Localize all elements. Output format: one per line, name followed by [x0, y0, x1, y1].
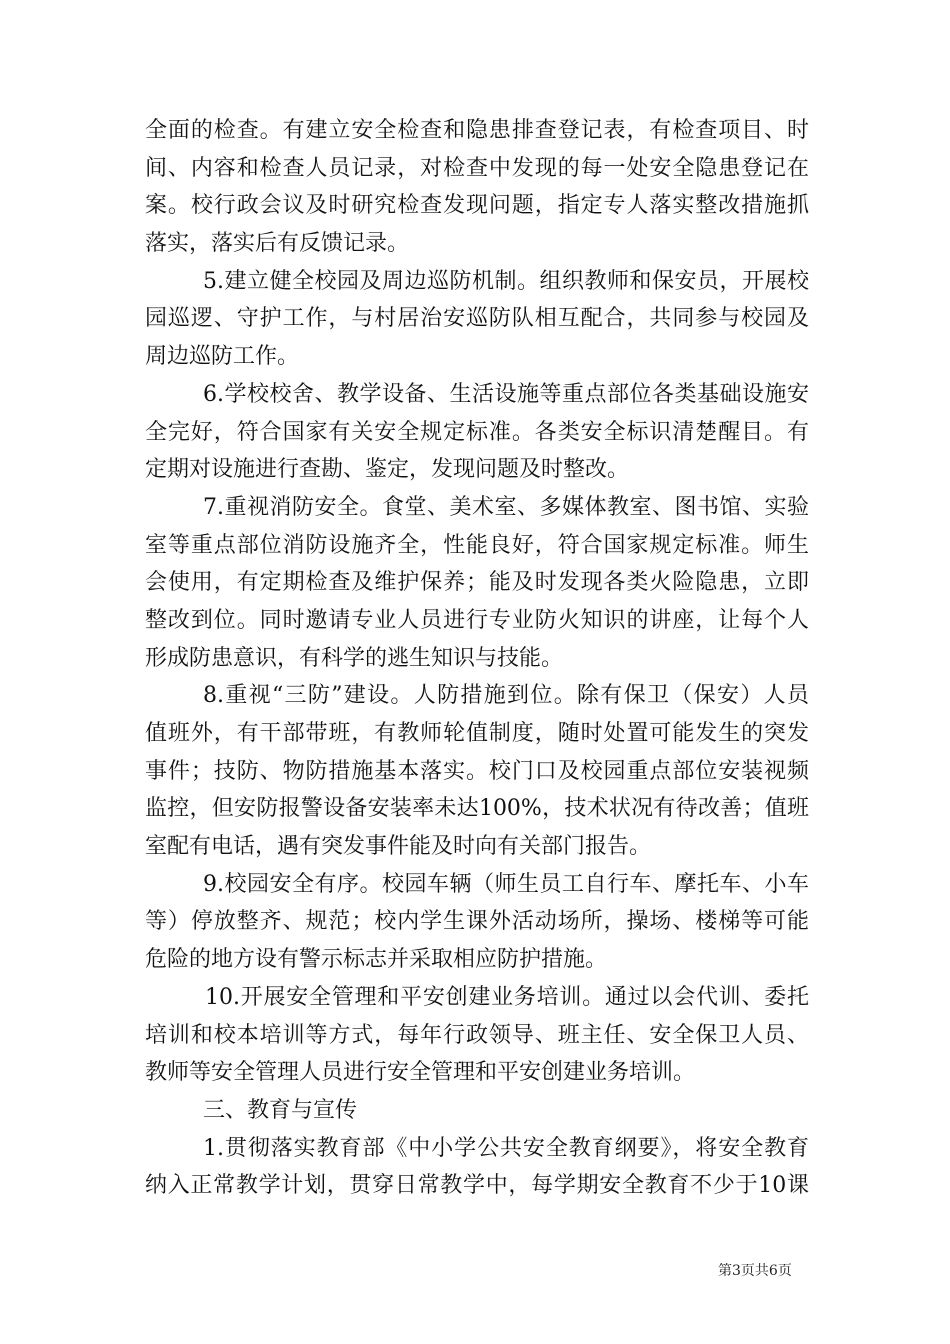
- text-line: 室等重点部位消防设施齐全，性能良好，符合国家规定标准。师生: [145, 532, 809, 558]
- text-line: 会使用，有定期检查及维护保养；能及时发现各类火险隐患，立即: [145, 570, 809, 596]
- paragraph: [145, 263, 809, 376]
- text-line: 等）停放整齐、规范；校内学生课外活动场所，操场、楼梯等可能: [145, 909, 809, 935]
- text-line: 全面的检查。有建立安全检查和隐患排查登记表，有检查项目、时: [145, 118, 809, 143]
- text-line: 值班外，有干部带班，有教师轮值制度，随时处置可能发生的突发: [145, 721, 809, 746]
- paragraph: [145, 979, 809, 1092]
- text-line: 6.学校校舍、教学设备、生活设施等重点部位各类基础设施安: [203, 381, 809, 407]
- text-line: 间、内容和检查人员记录，对检查中发现的每一处安全隐患登记在: [145, 155, 809, 181]
- text-line: 危险的地方设有警示标志并采取相应防护措施。: [145, 947, 608, 973]
- paragraph: [145, 112, 809, 263]
- text-line: 全完好，符合国家有关安全规定标准。各类安全标识清楚醒目。有: [145, 419, 809, 445]
- text-line: 5.建立健全校园及周边巡防机制。组织教师和保安员，开展校: [203, 268, 809, 294]
- text-line: 8.重视“三防”建设。人防措施到位。除有保卫（保安）人员: [203, 683, 809, 709]
- text-line: 教师等安全管理人员进行安全管理和平安创建业务培训。: [145, 1060, 696, 1086]
- text-line: 整改到位。同时邀请专业人员进行专业防火知识的讲座，让每个人: [145, 607, 809, 633]
- text-line: 监控，但安防报警设备安装率未达100%，技术状况有待改善；值班: [145, 796, 809, 822]
- text-line: 9.校园安全有序。校园车辆（师生员工自行车、摩托车、小车: [203, 871, 809, 897]
- text-line: 室配有电话，遇有突发事件能及时向有关部门报告。: [145, 834, 652, 860]
- text-line: 定期对设施进行查勘、鉴定，发现问题及时整改。: [145, 457, 630, 483]
- paragraph: [145, 376, 809, 489]
- text-line: 落实，落实后有反馈记录。: [145, 231, 410, 257]
- text-line: 7.重视消防安全。食堂、美术室、多媒体教室、图书馆、实验: [203, 494, 809, 520]
- text-line: 1.贯彻落实教育部《中小学公共安全教育纲要》，将安全教育: [203, 1135, 809, 1161]
- document-body: [145, 112, 809, 1205]
- text-line: 事件；技防、物防措施基本落实。校门口及校园重点部位安装视频: [145, 758, 809, 784]
- text-line: 园巡逻、守护工作，与村居治安巡防队相互配合，共同参与校园及: [145, 306, 809, 332]
- paragraph: [145, 866, 809, 979]
- text-line: 纳入正常教学计划，贯穿日常教学中，每学期安全教育不少于10课: [145, 1173, 809, 1199]
- section-heading: 三、教育与宣传: [203, 1097, 358, 1123]
- text-line: 10.开展安全管理和平安创建业务培训。通过以会代训、委托: [205, 984, 809, 1010]
- paragraph: [145, 1130, 809, 1205]
- paragraph: [145, 1092, 809, 1130]
- text-line: 培训和校本培训等方式，每年行政领导、班主任、安全保卫人员、: [145, 1022, 809, 1048]
- paragraph: [145, 489, 809, 677]
- text-line: 案。校行政会议及时研究检查发现问题，指定专人落实整改措施抓: [145, 193, 809, 219]
- text-line: 形成防患意识，有科学的逃生知识与技能。: [145, 645, 564, 671]
- page-number: 第3页共6页: [718, 1263, 792, 1279]
- paragraph: [145, 677, 809, 865]
- text-line: 周边巡防工作。: [145, 344, 300, 370]
